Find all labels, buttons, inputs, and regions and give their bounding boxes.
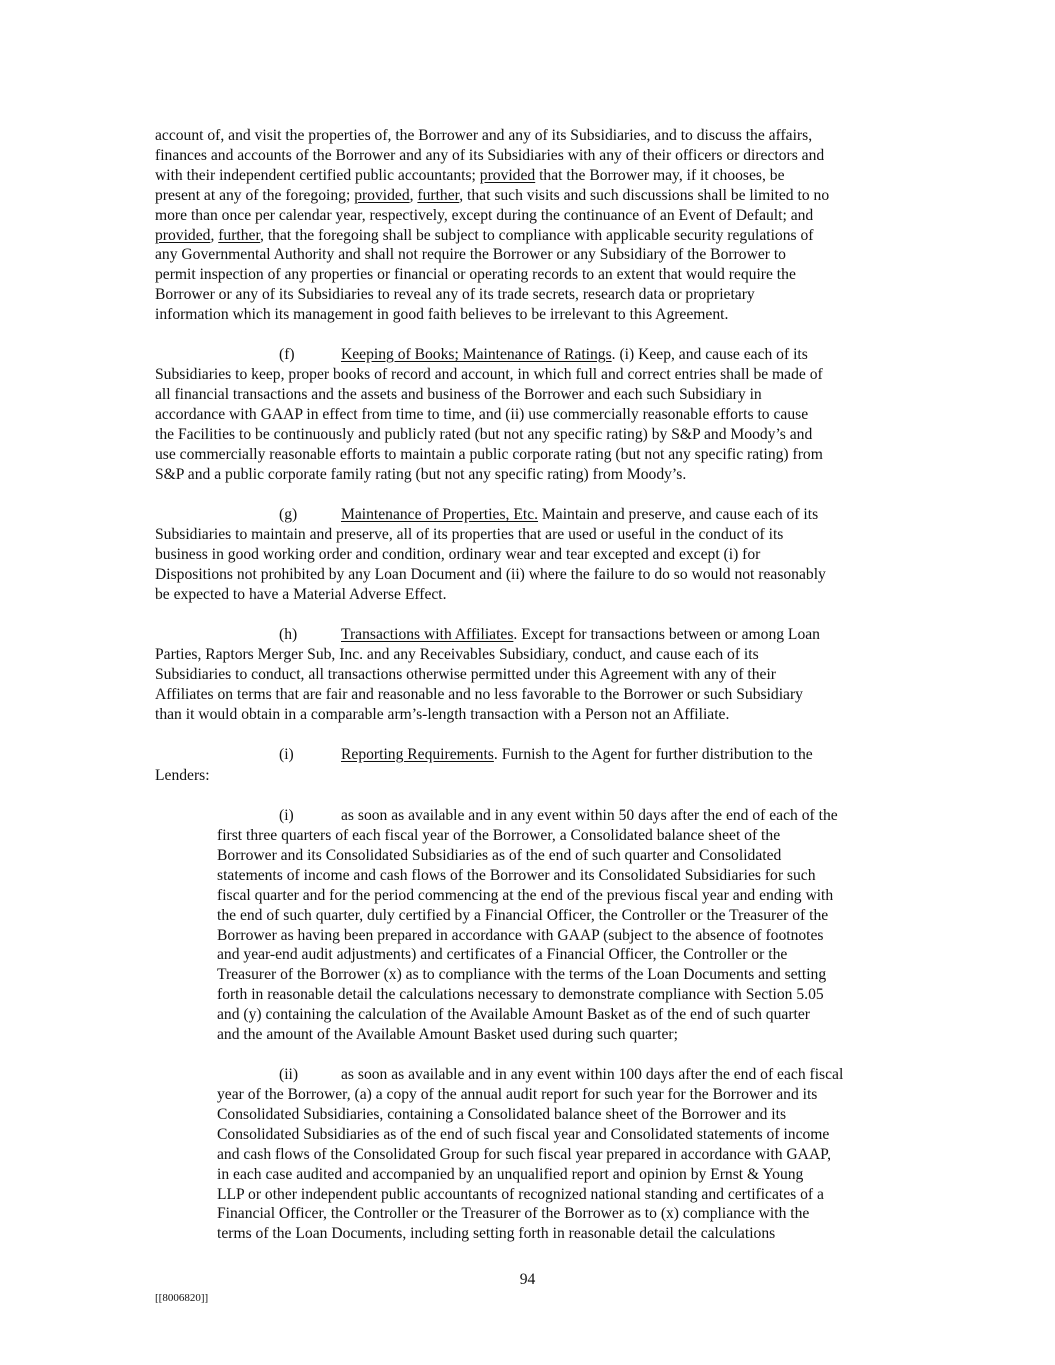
underlined-term: Transactions with Affiliates [341, 626, 514, 643]
text-line: and year-end audit adjustments) and certificates of a Financial Officer, the Controller or the [217, 946, 788, 964]
underlined-term: Maintenance of Properties, Etc. [341, 506, 539, 523]
text-line: Borrower as having been prepared in accordance with GAAP (subject to the absence of footnotes [217, 926, 824, 944]
text-line: year of the Borrower, (a) a copy of the annual audit report for such year for the Borrower and its [217, 1086, 818, 1103]
text-line: LLP or other independent public accountants of recognized national standing and certificates of a [217, 1185, 824, 1203]
text-line: and (y) containing the calculation of the Available Amount Basket as of the end of such quarter [217, 1006, 810, 1024]
text-line: use commercially reasonable efforts to maintain a public corporate rating (but not any specific rating) from [155, 445, 823, 463]
text-line: forth in reasonable detail the calculations necessary to demonstrate compliance with Section 5.05 [217, 986, 824, 1004]
underlined-term: provided [155, 226, 211, 244]
text-line: any Governmental Authority and shall not require the Borrower or any Subsidiary of the Borrower to [155, 246, 786, 264]
text-line: as soon as available and in any event within 100 days after the end of each fiscal [341, 1066, 844, 1083]
text-line: Dispositions not prohibited by any Loan Document and (ii) where the failure to do so would not reasonably [155, 565, 826, 583]
item-ii-body [217, 1085, 831, 1244]
text-line: Affiliates on terms that are fair and reasonable and no less favorable to the Borrower or such Subsidiary [155, 685, 803, 703]
text-line: Transactions with Affiliates. Except for transactions between or among Loan [341, 626, 820, 643]
text-line: accordance with GAAP in effect from time to time, and (ii) use commercially reasonable efforts to cause [155, 405, 809, 423]
underlined-term: provided [479, 166, 536, 184]
section-h-heading-line [341, 625, 820, 645]
section-f-heading-line [341, 345, 808, 365]
text-line: fiscal quarter and for the period commencing at the end of the previous fiscal year and ending with [217, 886, 834, 904]
section-h-label: (h) [279, 626, 298, 643]
page-number: 94 [519, 1271, 536, 1288]
underlined-term: further [417, 186, 460, 204]
text-line: account of, and visit the properties of, the Borrower and any of its Subsidiaries, and to discuss the affairs, [155, 127, 813, 144]
text-line: and cash flows of the Consolidated Group for such fiscal year prepared in accordance with GAAP, [217, 1145, 832, 1163]
item-ii-first-line [341, 1065, 843, 1085]
text-line: Borrower and its Consolidated Subsidiaries as of the end of such quarter and Consolidated [217, 846, 782, 864]
text-line: Reporting Requirements. Furnish to the Agent for further distribution to the [341, 746, 813, 763]
item-i-body [217, 826, 833, 1045]
text-line: be expected to have a Material Adverse Effect. [155, 585, 447, 603]
text-line: Keeping of Books; Maintenance of Ratings. (i) Keep, and cause each of its [341, 346, 808, 363]
section-h-body [155, 645, 803, 725]
text-line: as soon as available and in any event within 50 days after the end of each of the [341, 807, 838, 824]
text-line: finances and accounts of the Borrower and any of its Subsidiaries with any of their officers or directors and [155, 146, 825, 164]
section-f-label: (f) [279, 346, 295, 363]
text-line: the Facilities to be continuously and publicly rated (but not any specific rating) by S&P and Moody’s and [155, 425, 813, 443]
text-line: present at any of the foregoing; provided, further, that such visits and such discussions shall be limited to no [155, 186, 830, 204]
text-line: Financial Officer, the Controller or the Treasurer of the Borrower as to (x) compliance with the [217, 1205, 810, 1223]
text-line: Borrower or any of its Subsidiaries to reveal any of its trade secrets, research data or proprietary [155, 286, 755, 304]
text-line: in each case audited and accompanied by an unqualified report and opinion by Ernst & Young [217, 1165, 804, 1183]
text-line: provided, further, that the foregoing shall be subject to compliance with applicable security regulations of [155, 226, 814, 244]
text-line: business in good working order and condition, ordinary wear and tear excepted and except (i) for [155, 545, 761, 563]
section-g-label: (g) [279, 506, 298, 523]
item-i-first-line [341, 806, 838, 826]
text-line: terms of the Loan Documents, including setting forth in reasonable detail the calculations [217, 1225, 776, 1243]
section-i-label: (i) [279, 746, 294, 763]
text-line: Subsidiaries to maintain and preserve, all of its properties that are used or useful in the conduct of its [155, 526, 784, 543]
text-line: than it would obtain in a comparable arm’s-length transaction with a Person not an Affiliate. [155, 705, 730, 723]
section-i-heading-line [341, 745, 813, 765]
text-line: Lenders: [155, 767, 210, 784]
text-line: all financial transactions and the assets and business of the Borrower and each such Subsidiary in [155, 385, 762, 403]
paragraph-e-continued [155, 126, 829, 325]
text-line: S&P and a public corporate family rating (but not any specific rating) from Moody’s. [155, 465, 687, 483]
section-i-body [155, 766, 210, 786]
text-line: Treasurer of the Borrower (x) as to compliance with the terms of the Loan Documents and setting [217, 966, 827, 984]
underlined-term: Reporting Requirements [341, 746, 494, 763]
item-ii-label: (ii) [279, 1066, 299, 1083]
text-line: the end of such quarter, duly certified by a Financial Officer, the Controller or the Treasurer of the [217, 906, 829, 924]
text-line: permit inspection of any properties or financial or operating records to an extent that would require the [155, 266, 796, 284]
text-line: statements of income and cash flows of the Borrower and its Consolidated Subsidiaries for such [217, 866, 816, 884]
text-line: Subsidiaries to keep, proper books of record and account, in which full and correct entries shall be made of [155, 366, 823, 383]
underlined-term: provided [354, 186, 410, 204]
section-f-body [155, 365, 823, 484]
text-line: first three quarters of each fiscal year of the Borrower, a Consolidated balance sheet of the [217, 827, 781, 844]
text-line: and the amount of the Available Amount Basket used during such quarter; [217, 1026, 678, 1044]
text-line: with their independent certified public accountants; provided that the Borrower may, if it chooses, be [155, 166, 785, 184]
section-g-body [155, 525, 826, 605]
text-line: information which its management in good faith believes to be irrelevant to this Agreement. [155, 306, 729, 324]
text-line: Consolidated Subsidiaries, containing a Consolidated balance sheet of the Borrower and its [217, 1105, 787, 1123]
text-line: more than once per calendar year, respectively, except during the continuance of an Event of Default; and [155, 206, 814, 224]
text-line: Consolidated Subsidiaries as of the end of such fiscal year and Consolidated statements of income [217, 1125, 830, 1143]
section-g-heading-line [341, 505, 818, 525]
underlined-term: further [218, 226, 261, 244]
text-line: Parties, Raptors Merger Sub, Inc. and any Receivables Subsidiary, conduct, and cause each of its [155, 646, 759, 663]
underlined-term: Keeping of Books; Maintenance of Ratings [341, 346, 612, 363]
item-i-label: (i) [279, 807, 294, 824]
text-line: Maintenance of Properties, Etc. Maintain and preserve, and cause each of its [341, 506, 819, 523]
document-id: [[8006820]] [155, 1292, 209, 1304]
text-line: Subsidiaries to conduct, all transactions otherwise permitted under this Agreement with any of their [155, 665, 777, 683]
paragraph-lines [155, 126, 829, 325]
